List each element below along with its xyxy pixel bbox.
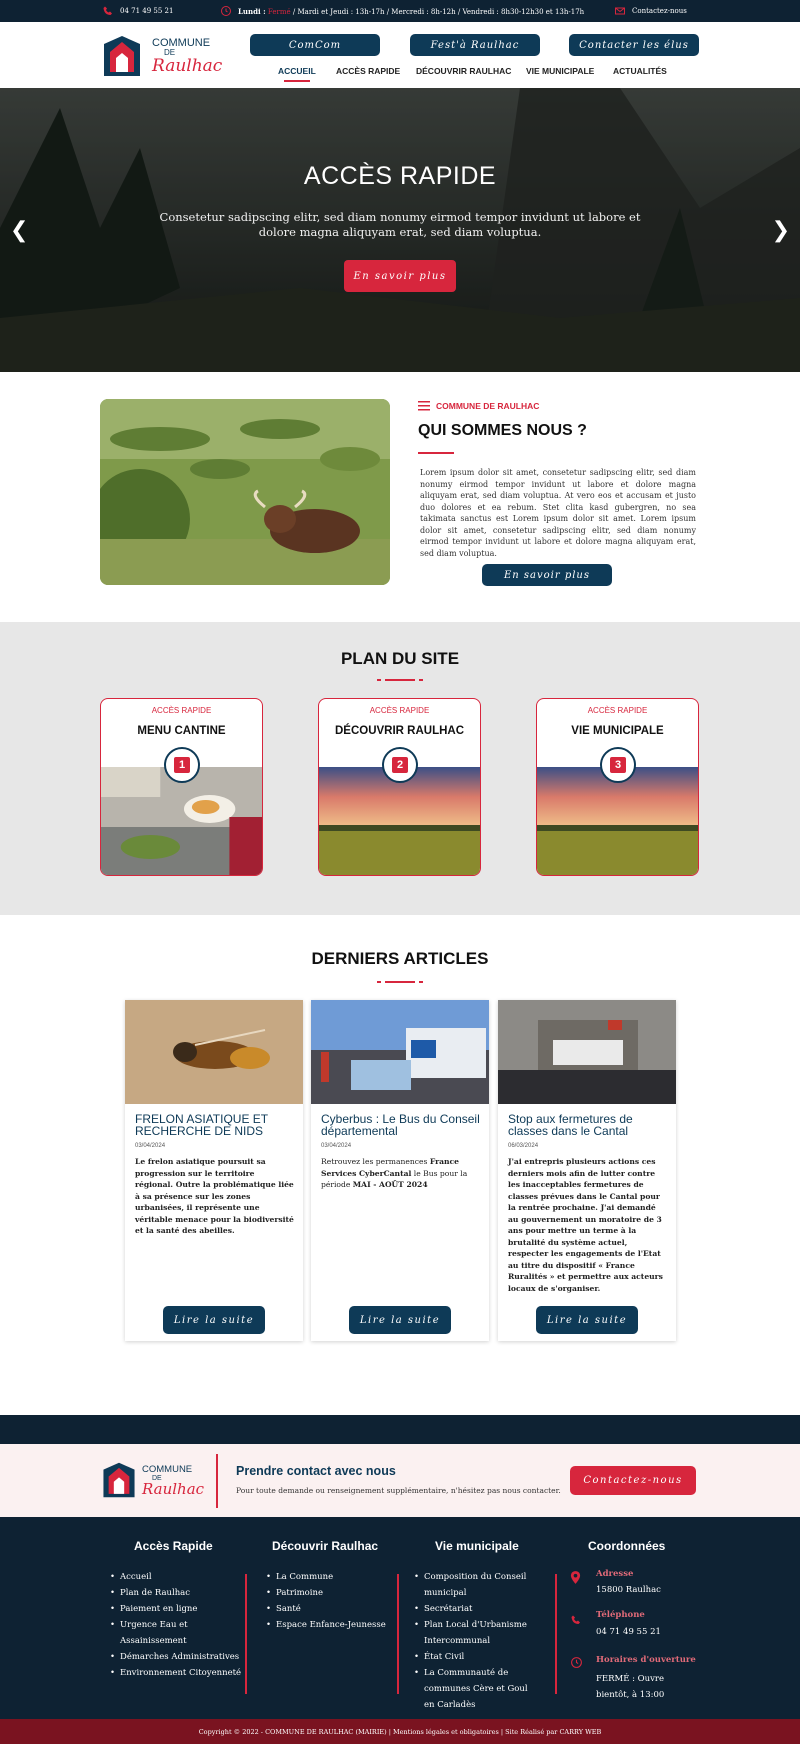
site-logo[interactable] [100,34,222,78]
plan-section [0,622,800,915]
phone-value[interactable]: 04 71 49 55 21 [596,1627,661,1637]
plan-card-number-text: 3 [610,757,626,773]
list-icon [418,401,430,411]
logo-line2: DE [164,48,176,58]
article-card [311,1000,489,1341]
articles-title: DERNIERS ARTICLES [311,949,489,968]
hero-slider [0,88,800,372]
slider-next-icon[interactable]: ❯ [771,218,790,243]
mail-icon [614,5,626,17]
article-excerpt: Le frelon asiatique poursuit sa progression sur le territoire régional. Outre la problématique liée à sa présence sur les zones urbanisées, il représente une véritable menace pour la biodiversité et la santé des abeilles. [135,1157,294,1235]
address-label: Adresse [596,1569,634,1579]
about-kicker [418,401,539,411]
plan-divider [377,679,423,681]
footer-vie-municipale-list [414,1569,539,1713]
slider-prev-icon[interactable]: ❮ [10,218,29,243]
articles-divider [377,981,423,983]
hours-value: FERMÉ : Ouvre bientôt, à 13:00 [596,1674,665,1700]
plan-card-kicker: ACCÈS RAPIDE [369,706,430,715]
article-date: 06/03/2024 [508,1143,539,1149]
footer-separator [555,1574,557,1694]
footer-col-title: Coordonnées [588,1539,666,1553]
footer-col-title: Découvrir Raulhac [272,1539,379,1553]
articles-section [0,915,800,1415]
cyberbus-image [311,1000,489,1104]
plan-card-kicker: ACCÈS RAPIDE [151,706,212,715]
excerpt-bold: France Services CyberCantal [321,1157,459,1178]
hours-closed: Fermé [267,7,291,16]
nav-decouvrir-raulhac[interactable]: DÉCOUVRIR RAULHAC [416,66,512,76]
footer-col-title: Vie municipale [435,1539,519,1553]
footer-link[interactable]: • Environnement Citoyenneté [110,1665,245,1681]
footer-link[interactable]: • Espace Enfance-Jeunesse [266,1617,396,1633]
contact-button[interactable]: Contactez-nous [570,1466,696,1495]
logo-line3: Raulhac [142,1479,205,1498]
footer-link[interactable]: • Accueil [110,1569,245,1585]
header [0,22,800,88]
field-sunset-image [537,767,698,876]
read-more-button[interactable]: Lire la suite [163,1306,265,1334]
logo-text [142,1464,204,1497]
footer-link[interactable]: • Secrétariat [414,1601,539,1617]
clock-icon [220,5,232,17]
field-sunset-image [319,767,480,876]
article-title[interactable]: FRELON ASIATIQUE ET RECHERCHE DE NIDS [135,1112,268,1138]
clock-icon [570,1654,583,1673]
fest-raulhac-button[interactable]: Fest'à Raulhac [410,34,540,56]
highland-cow-image [100,399,390,585]
phone-label: Téléphone [596,1610,645,1620]
footer-link[interactable]: • Paiement en ligne [110,1601,245,1617]
article-card [125,1000,303,1341]
footer-link[interactable]: • Composition du Conseil municipal [414,1569,539,1601]
footer-link[interactable]: • Santé [266,1601,396,1617]
about-text: Lorem ipsum dolor sit amet, consetetur sadipscing elitr, sed diam nonumy eirmod tempor invidunt ut labore et dolore magna aliquyam erat, sed diam voluptua. At vero eos et accusam et justo duo dolores et ea rebum. Stet clita kasd gubergren, no sea takimata sanctus est Lorem ipsum dolor sit amet. Lorem ipsum dolor sit amet, consetetur sadipscing elitr, sed diam nonumy eirmod tempor invidunt ut labore et dolore magna aliquyam erat, sed diam voluptua. [420,468,696,558]
footer-top-band [0,1415,800,1444]
canteen-image [101,767,262,876]
footer-link[interactable]: • Plan de Raulhac [110,1585,245,1601]
footer-separator [245,1574,247,1694]
commune-shield-icon [100,34,144,78]
about-more-button[interactable]: En savoir plus [482,564,612,586]
excerpt-bold: MAI - AOÛT 2024 [352,1180,428,1189]
topbar-hours [220,5,584,17]
article-title[interactable]: Cyberbus : Le Bus du Conseil départemental [321,1112,480,1138]
copyright-bar [0,1719,800,1744]
hero-title: ACCÈS RAPIDE [303,162,497,190]
plan-card-number-text: 1 [174,757,190,773]
footer-acces-rapide-list [110,1569,245,1681]
hornet-image [125,1000,303,1104]
footer-link[interactable]: • La Commune [266,1569,396,1585]
article-date: 03/04/2024 [135,1143,166,1149]
footer-link[interactable]: • Urgence Eau et Assainissement [110,1617,245,1649]
topbar-hours-text [238,7,584,16]
top-bar [0,0,800,22]
topbar-phone-text: 04 71 49 55 21 [120,7,174,15]
footer-separator [397,1574,399,1694]
article-excerpt [321,1156,481,1191]
comcom-button[interactable]: ComCom [250,34,380,56]
plan-card-number [164,747,200,783]
about-section [0,372,800,622]
plan-title: PLAN DU SITE [340,649,460,668]
footer-link[interactable]: • Démarches Administratives [110,1649,245,1665]
address-value: 15800 Raulhac [596,1585,661,1595]
about-divider [418,452,454,454]
footer-link[interactable]: • Plan Local d'Urbanisme Intercommunal [414,1617,539,1649]
plan-card-menu-cantine[interactable] [100,698,263,876]
plan-card-number [600,747,636,783]
logo-line1: COMMUNE [152,37,211,50]
footer-link[interactable]: • Patrimoine [266,1585,396,1601]
contact-divider [216,1454,218,1508]
plan-card-title: VIE MUNICIPALE [571,725,664,737]
logo-text [152,37,222,75]
hero-text: Consetetur sadipscing elitr, sed diam nonumy eirmod tempor invidunt ut labore et dolore magna aliquyam erat, sed diam voluptua. [159,210,641,239]
plan-card-vie-municipale[interactable] [536,698,699,876]
phone-icon [570,1611,582,1630]
nav-accueil[interactable]: ACCUEIL [278,66,316,76]
read-more-button[interactable]: Lire la suite [536,1306,638,1334]
logo-line3: Raulhac [152,55,223,76]
about-title: QUI SOMMES NOUS ? [418,422,587,439]
nav-acces-rapide[interactable]: ACCÈS RAPIDE [336,66,401,76]
plan-card-kicker: ACCÈS RAPIDE [587,706,648,715]
plan-card-title: DÉCOUVRIR RAULHAC [334,725,465,737]
plan-card-number-text: 2 [392,757,408,773]
article-excerpt: J'ai entrepris plusieurs actions ces derniers mois afin de lutter contre les inacceptables fermetures de classes prévues dans le Cantal pour la rentrée prochaine. J'ai demandé au gouvernement un moratoire de 3 ans pour mettre un terme à la brutalité du système actuel, respecter les engagements de l'Etat au titre du dispositif « France Ruralités » et permettre aux acteurs locaux de s'organiser. [508,1157,663,1293]
nav-vie-municipale[interactable]: VIE MUNICIPALE [526,66,595,76]
read-more-button[interactable]: Lire la suite [349,1306,451,1334]
about-kicker-text: COMMUNE DE RAULHAC [436,401,540,411]
topbar-contact[interactable] [614,5,687,17]
plan-card-number [382,747,418,783]
excerpt-part: le Bus pour la période [321,1168,468,1189]
footer-col-title: Accès Rapide [134,1539,213,1553]
contact-subtitle: Pour toute demande ou renseignement supplémentaire, n'hésitez pas nous contacter. [236,1486,561,1495]
footer-decouvrir-list [266,1569,396,1633]
plan-card-title: MENU CANTINE [137,725,226,737]
article-card [498,1000,676,1341]
location-pin-icon [570,1569,581,1588]
hero-more-button[interactable]: En savoir plus [344,260,456,292]
logo-line1: COMMUNE [142,1463,193,1475]
topbar-contact-text: Contactez-nous [632,7,687,15]
hours-rest: / Mardi et Jeudi : 13h-17h / Mercredi : 8h-12h / Vendredi : 8h30-12h30 et 13h-17h [292,7,585,16]
school-protest-image [498,1000,676,1104]
contact-banner [0,1444,800,1517]
footer-link[interactable]: • La Communauté de communes Cère et Goul en Carladès [414,1665,539,1713]
phone-icon [102,5,114,17]
footer [0,1517,800,1719]
hours-prefix: Lundi : [238,6,266,16]
copyright-text: Copyright © 2022 - COMMUNE DE RAULHAC (MAIRIE) | Mentions légales et obligatoires | Site Réalisé par CARRY WEB [198,1727,602,1736]
article-date: 03/04/2024 [321,1143,352,1149]
contacter-elus-button[interactable]: Contacter les élus [569,34,699,56]
nav-actualites[interactable]: ACTUALITÉS [613,66,667,76]
article-title[interactable]: Stop aux fermetures de classes dans le Cantal [508,1112,633,1138]
excerpt-part: Retrouvez les permanences [321,1157,430,1166]
footer-logo[interactable] [100,1461,204,1499]
logo-line2: DE [152,1474,162,1482]
commune-shield-icon [100,1461,138,1499]
topbar-phone[interactable] [102,5,173,17]
contact-title: Prendre contact avec nous [236,1464,396,1478]
footer-link[interactable]: • État Civil [414,1649,539,1665]
hours-label: Horaires d'ouverture [596,1655,696,1665]
plan-card-decouvrir-raulhac[interactable] [318,698,481,876]
